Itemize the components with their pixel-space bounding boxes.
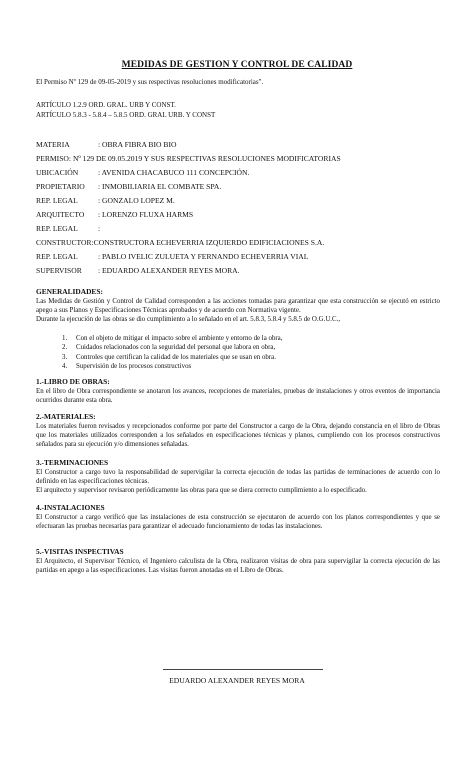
meta-label: ARQUITECTO [36, 210, 85, 219]
meta-row-arquitecto [36, 210, 193, 219]
list-item-number: 3. [62, 353, 68, 361]
signature-name: EDUARDO ALEXANDER REYES MORA [169, 676, 305, 685]
meta-label: PERMISO: [36, 154, 72, 163]
meta-value: : PABLO IVELIC ZULUETA Y FERNANDO ECHEVERRIA VIAL [98, 252, 309, 261]
meta-label: REP. LEGAL [36, 252, 78, 261]
meta-row-materia [36, 140, 176, 149]
articulo-line-1: ARTÍCULO 1.2.9 ORD. GRAL. URB Y CONST. [36, 101, 176, 109]
meta-row-ubicacion [36, 168, 249, 177]
section-heading-visitas-inspectivas: 5.-VISITAS INSPECTIVAS [36, 547, 124, 556]
articulo-line-2: ARTÍCULO 5.8.3 - 5.8.4 – 5.8.5 ORD. GRAL URB. Y CONST [36, 111, 216, 119]
generalidades-list [62, 334, 422, 372]
meta-row-rep-legal-2 [36, 224, 100, 233]
list-item-text: Controles que certifican la calidad de los materiales que se usan en obra. [76, 353, 276, 361]
section-heading-materiales: 2.-MATERIALES: [36, 412, 96, 421]
meta-value: : AVENIDA CHACABUCO 111 CONCEPCIÓN. [98, 168, 250, 177]
meta-value: : [98, 224, 101, 233]
meta-label: MATERIA [36, 140, 70, 149]
meta-row-constructor [36, 238, 324, 247]
document-title: MEDIDAS DE GESTION Y CONTROL DE CALIDAD [121, 60, 353, 70]
meta-value: : GONZALO LOPEZ M. [98, 196, 175, 205]
list-item-number: 4. [62, 363, 68, 371]
meta-label: PROPIETARIO [36, 182, 85, 191]
section-text-visitas-inspectivas: El Arquitecto, el Supervisor Técnico, el Ingeniero calculista de la Obra, realizaron visitas de obra para supervigilar la correcta ejecución de las partidas en apego a las especificaciones. Las visitas fueron anotadas en el Libro de Obras. [36, 558, 440, 574]
permiso-line: El Permiso Nº 129 de 09-05-2019 y sus respectivas resoluciones modificatorias". [36, 78, 264, 86]
list-item-number: 1. [62, 335, 68, 342]
meta-row-permiso [36, 154, 341, 163]
section-text-terminaciones: El Constructor a cargo tuvo la responsabilidad de supervigilar la correcta ejecución de todas las partidas de terminaciones de acuerdo con lo definido en las especificaciones técnicas. [36, 469, 440, 485]
section-text-terminaciones-2: El arquitecto y supervisor revisaron periódicamente las obras para que se diera correcto cumplimiento a lo especificado. [36, 487, 367, 494]
list-item-text: Supervisión de los procesos constructivos [76, 363, 192, 371]
generalidades-heading: GENERALIDADES: [36, 287, 103, 296]
meta-value: : LORENZO FLUXA HARMS [98, 210, 194, 219]
list-item [62, 362, 422, 371]
section-text-materiales: Los materiales fueron revisados y recepcionados conforme por parte del Constructor a cargo de la Obra, dejando constancia en el libro de Obras que los materiales utilizados corresponden a los señalados en especificaciones técnicas y planos, cumpliendo con los procesos constructivos señalados para su ejecución y/o dimensiones señaladas. [36, 423, 440, 448]
meta-value: Nº 129 DE 09.05.2019 Y SUS RESPECTIVAS RESOLUCIONES MODIFICATORIAS [72, 154, 341, 163]
meta-value: : OBRA FIBRA BIO BIO [98, 140, 177, 149]
section-text-libro-de-obras: En el libro de Obra correspondiente se anotaron los avances, recepciones de materiales, pruebas de instalaciones y otros eventos de importancia ocurridos durante esta obra. [36, 388, 440, 404]
meta-row-supervisor [36, 266, 240, 275]
section-heading-terminaciones: 3.-TERMINACIONES [36, 458, 109, 467]
list-item [62, 353, 422, 362]
list-item-number: 2. [62, 344, 68, 352]
meta-label: REP. LEGAL [36, 196, 78, 205]
list-item-text: Con el objeto de mitigar el impacto sobre el ambiente y entorno de la obra, [76, 335, 283, 342]
meta-label: SUPERVISOR [36, 266, 82, 275]
list-item [62, 334, 422, 343]
generalidades-text: Las Medidas de Gestión y Control de Calidad corresponden a las acciones tomadas para garantizar que esta construcción se ejecutó en estricto apego a sus Planos y Especificaciones Técnicas aprobados y de acuerdo con Normativa vigente. [36, 298, 440, 314]
list-item-text: Cuidados relacionados con la seguridad del personal que labora en obra, [76, 344, 276, 352]
generalidades-text-2: Durante la ejecución de las obras se dio cumplimiento a lo señalado en el art. 5.8.3, 5.8.4 y 5.8.5 de O.G.U.C., [36, 316, 341, 323]
section-heading-libro-de-obras: 1.-LIBRO DE OBRAS: [36, 377, 110, 386]
meta-row-rep-legal-1 [36, 196, 175, 205]
meta-label: REP. LEGAL [36, 224, 78, 233]
meta-value: : EDUARDO ALEXANDER REYES MORA. [98, 266, 240, 275]
signature-line [163, 669, 323, 670]
meta-value: CONSTRUCTORA ECHEVERRIA IZQUIERDO EDIFICIACIONES S.A. [93, 238, 325, 247]
meta-label: CONSTRUCTOR: [36, 238, 94, 247]
section-heading-instalaciones: 4.-INSTALACIONES [36, 503, 105, 512]
meta-row-propietario [36, 182, 221, 191]
list-item [62, 343, 422, 352]
meta-label: UBICACIÓN [36, 168, 79, 177]
section-text-instalaciones: El Constructor a cargo verificó que las instalaciones de esta construcción se ejecutaron de acuerdo con los planos correspondientes y que se efectuaran las pruebas necesarias para garantizar el adecuado funcionamiento de todas las instalaciones. [36, 514, 440, 530]
meta-row-rep-legal-3 [36, 252, 308, 261]
meta-value: : INMOBILIARIA EL COMBATE SPA. [98, 182, 222, 191]
